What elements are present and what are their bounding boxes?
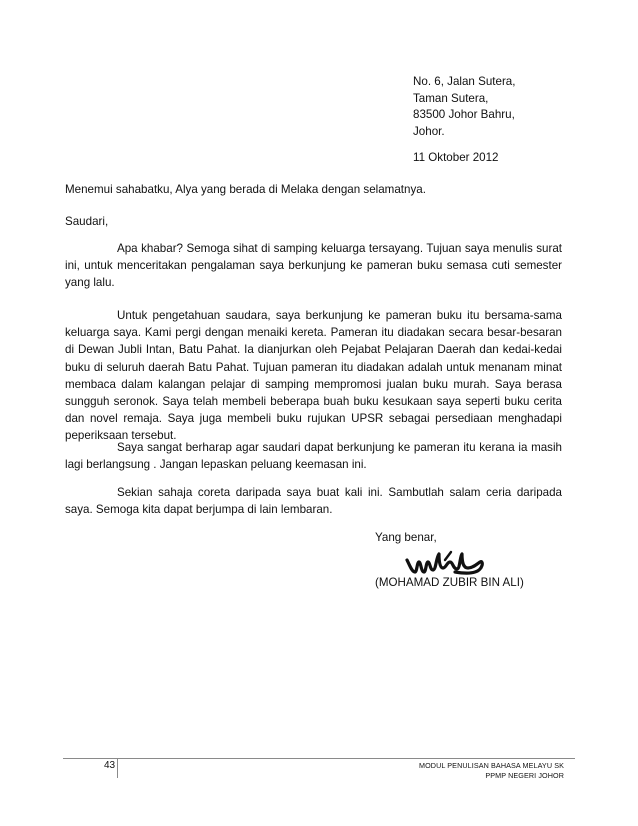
address-line-1: No. 6, Jalan Sutera, <box>413 75 516 88</box>
address-line-2: Taman Sutera, <box>413 91 489 105</box>
page-number: 43 <box>104 760 116 771</box>
footer-module-title: MODUL PENULISAN BAHASA MELAYU SK <box>419 761 564 770</box>
paragraph-1: Apa khabar? Semoga sihat di samping keluarga tersayang. Tujuan saya menulis surat ini, untuk menceritakan pengalaman saya berkunjung ke pameran buku semasa cuti semester yang lalu. <box>65 242 562 290</box>
footer-divider <box>117 758 118 778</box>
paragraph-3: Saya sangat berharap agar saudari dapat berkunjung ke pameran itu kerana ia masih lagi berlangsung . Jangan lepaskan peluang keemasan ini. <box>65 441 562 472</box>
paragraph-2: Untuk pengetahuan saudara, saya berkunjung ke pameran buku itu bersama-sama keluarga saya. Kami pergi dengan menaiki kereta. Pameran itu diadakan secara besar-besaran di Dewan Jubli Intan, Batu Pahat. Ia dianjurkan oleh Pejabat Pelajaran Daerah dan kedai-kedai buku di seluruh daerah Batu Pahat. Tujuan pameran itu diadakan adalah untuk menanam minat membaca dalam kalangan pelajar di samping mempromosi jualan buku murah. Saya berasa sungguh seronok. Saya telah membeli beberapa buah buku kesukaan saya seperti buku cerita dan novel remaja. Saya juga membeli buku rujukan UPSR sebagai persediaan menghadapi peperiksaan tersebut. <box>65 309 562 443</box>
address-line-3: 83500 Johor Bahru, <box>413 108 515 121</box>
closing: Yang benar, <box>375 531 437 544</box>
footer-publisher: PPMP NEGERI JOHOR <box>485 771 564 780</box>
greeting-line: Menemui sahabatku, Alya yang berada di Melaka dengan selamatnya. <box>65 183 426 196</box>
letter-date: 11 Oktober 2012 <box>413 151 499 164</box>
address-line-4: Johor. <box>413 124 445 138</box>
sender-address <box>413 74 515 140</box>
signatory-name: (MOHAMAD ZUBIR BIN ALI) <box>375 576 524 589</box>
footer-module-info <box>419 761 564 781</box>
footer-rule <box>63 758 575 759</box>
paragraph-4: Sekian sahaja coreta daripada saya buat kali ini. Sambutlah salam ceria daripada saya. Semoga kita dapat berjumpa di lain lembaran. <box>65 486 562 517</box>
salutation: Saudari, <box>65 215 109 228</box>
